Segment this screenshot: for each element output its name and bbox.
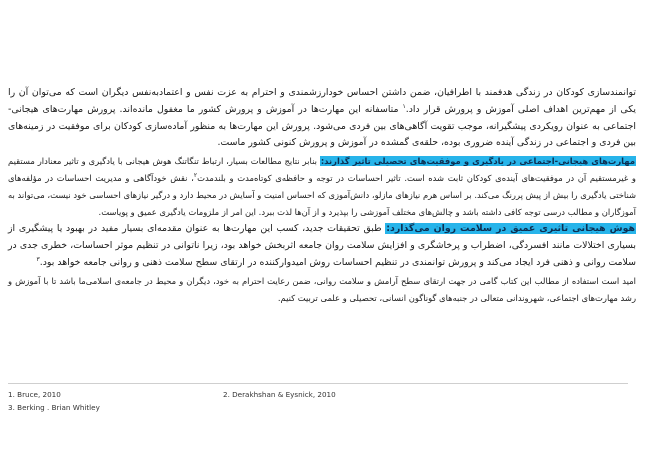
intro-text-2: متاسفانه این مهارت‌ها در آموزش و پرورش کشور ما مغفول مانده‌اند. پرورش مهارت‌های هیجانی-اجتماعی به عنوان رویکردی پیشگیرانه، موجب تقویت آگاهی‌های بین فردی می‌شود. پرورش این مهارت‌ها به منظور آماده‌سازی کودکان برای موفقیت در زمینه‌های بین فردی و اجتماعی در زندگی آینده ضروری بوده، حلقه‌ی گمشده در آموزش و پرورش کنونی کشور ماست.	[8, 103, 636, 149]
footnote-ref-2: ۲	[193, 172, 198, 180]
footnote-ref-3: ۳	[36, 255, 40, 263]
footnote-ref-1: ۱	[402, 102, 406, 110]
footnote-2: 2. Derakhshan & Eysnick, 2010	[223, 390, 336, 399]
paragraph-intro	[8, 85, 636, 152]
paragraph-mental-health	[8, 221, 636, 271]
highlight-heading-learning: مهارت‌های هیجانی-اجتماعی در یادگیری و موفقیت‌های تحصیلی تاثیر گذارند:	[320, 156, 636, 167]
footnote-1: 1. Bruce, 2010	[8, 390, 61, 399]
learning-text-1: بنابر نتایج مطالعات بسیار، ارتباط تنگاتنگ هوش هیجانی با یادگیری و تاثیر معنادار مستقیم و غیرمستقیم آن در موفقیت‌های آینده‌ی کودکان ثابت شده است. تاثیر احساسات در توجه و حافظه‌ی کوتاه‌مدت و بلندمدت	[8, 156, 636, 183]
footnote-row	[8, 388, 438, 401]
footnotes	[8, 388, 438, 414]
learning-text-2: ، نقش خودآگاهی و مدیریت احساسات در مؤلفه‌های شناختی یادگیری را بیش از پیش پررنگ می‌کند. بر اساس هرم نیازهای مازلو، دانش‌آموزی که احساس امنیت و آسایش در محیط دارد و درگیر نیازهای احساسی خود نیست، می‌تواند به آموزگاران و مطالب درسی توجه کافی داشته باشد و چالش‌های مختلف آموزشی را بپذیرد و از آن‌ها لذت ببرد. این امر از ملزومات یادگیری عمیق و پویاست.	[8, 172, 636, 217]
highlight-heading-mental-health: هوش هیجانی تاثیری عمیق در سلامت روان می‌گذارد:	[386, 223, 635, 235]
footnote-3: 3. Berking . Brian Whitley	[8, 403, 100, 412]
footnote-divider	[8, 383, 628, 384]
mental-health-text: طبق تحقیقات جدید، کسب این مهارت‌ها به عنوان مقدمه‌ای بسیار مفید در بهبود یا پیشگیری از بسیاری اختلالات مانند افسردگی، اضطراب و پرخاشگری و افزایش سلامت روان جامعه اثربخش خواهد بود، زیرا ناتوانی در تنظیم موثر احساسات، خطری جدی در سلامت روانی و ذهنی فرد ایجاد می‌کند و پرورش توانمندی در تنظیم احساسات روش امیدوارکننده در ارتقای سطح سلامت ذهنی و روانی جامعه خواهد بود.	[8, 223, 636, 268]
paragraph-learning	[8, 153, 636, 220]
intro-text-1: توانمندسازی کودکان در زندگی هدفمند با اطرافیان، ضمن داشتن احساس خودارزشمندی و احترام به عزت نفس و اعتمادبه‌نفس دیگران است که می‌توان آن را یکی از مهم‌ترین اهداف اصلی آموزش و پرورش قرار داد.	[8, 87, 636, 115]
closing-text: امید است استفاده از مطالب این کتاب گامی در جهت ارتقای سطح آرامش و سلامت روانی، ضمن رعایت احترام به خود، دیگران و محیط در جامعه‌ی اسلامی‌ما باشد تا با آموزش و رشد مهارت‌های اجتماعی، شهروندانی متعالی در جنبه‌های گوناگون انسانی، تحصیلی و علمی تربیت کنیم.	[8, 275, 636, 303]
body-text	[8, 85, 636, 306]
paragraph-closing	[8, 273, 636, 307]
footnote-row	[8, 401, 438, 414]
